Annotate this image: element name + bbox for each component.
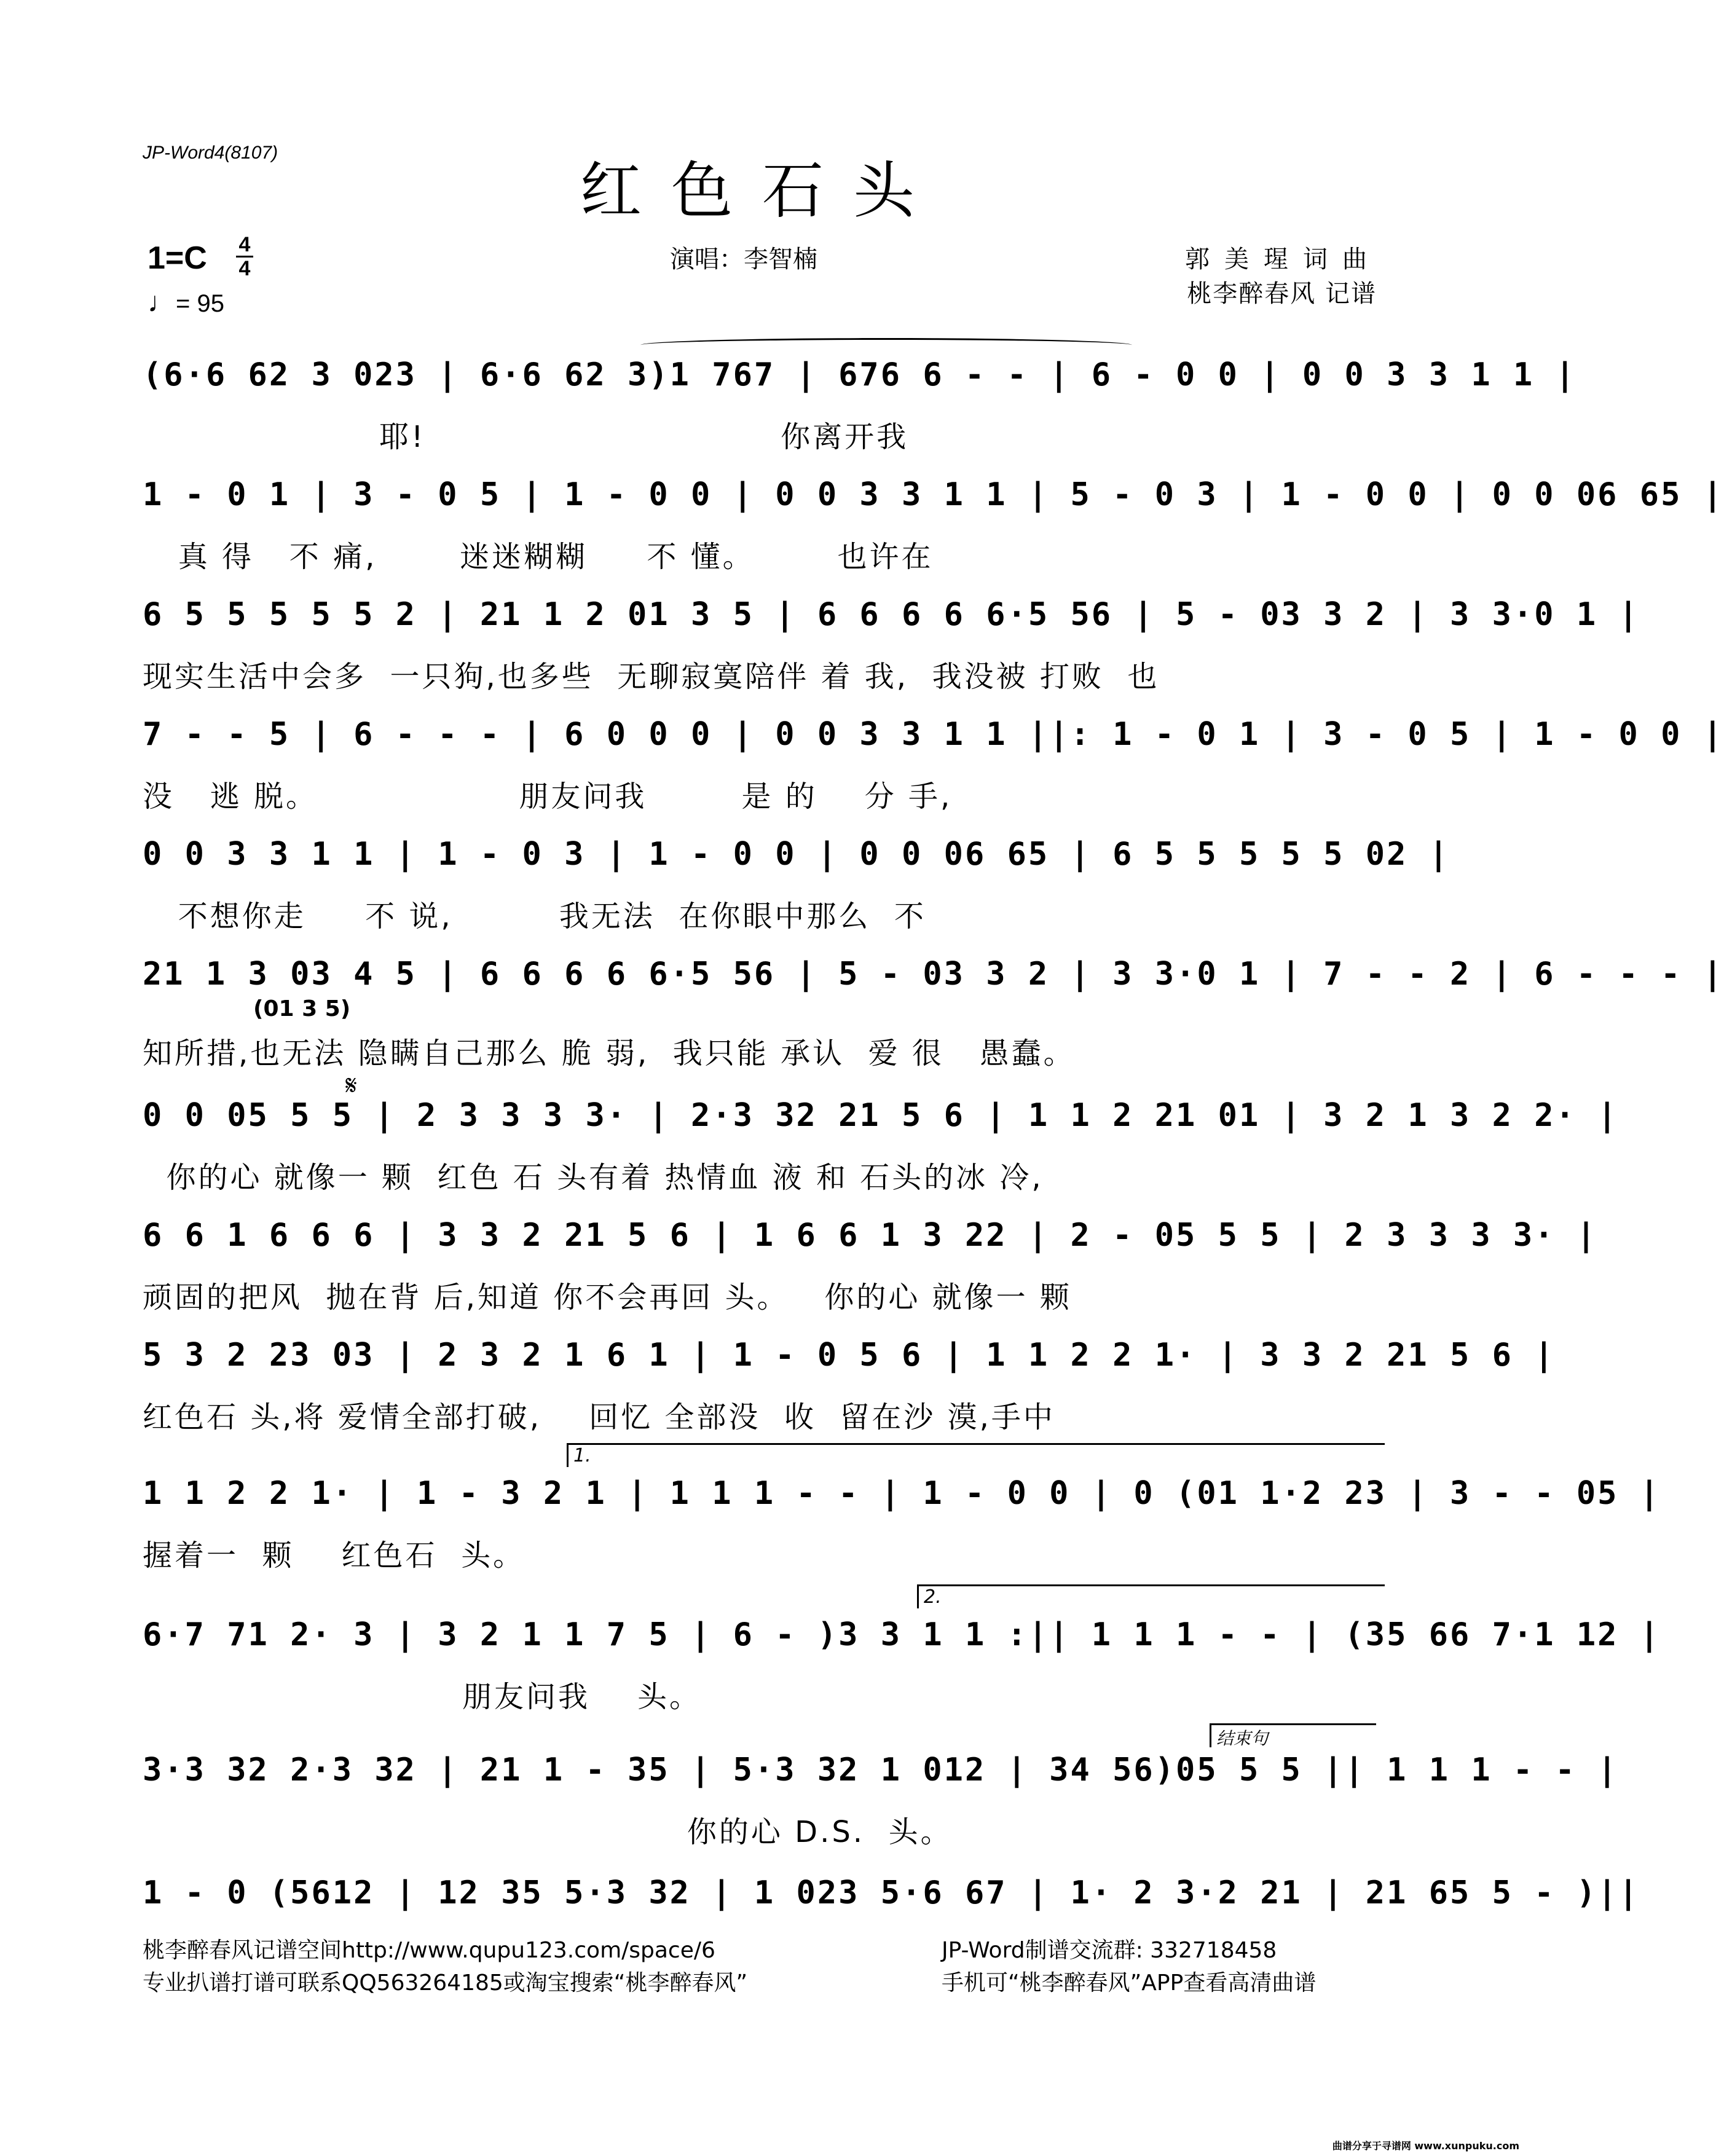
notation-line: 6 5 5 5 5 5 2 | 21 1 2 01 3 5 | 6 6 6 6 6·5 56 | 5 - 03 3 2 | 3 3·0 1 |: [143, 596, 1640, 633]
notation-line: 7 - - 5 | 6 - - - | 6 0 0 0 | 0 0 3 3 1 1 ||: 1 - 0 1 | 3 - 0 5 | 1 - 0 0 |: [143, 716, 1724, 753]
segno-icon: 𝄋: [345, 1070, 357, 1101]
slur-mark: [640, 338, 1132, 352]
watermark-text: 曲谱分享于寻谱网 www.xunpuku.com: [1332, 2140, 1519, 2152]
singer-credit: 演唱：李智楠: [670, 245, 817, 273]
transcriber-credit: 桃李醉春风 记谱: [1187, 280, 1377, 308]
score-line-3: [143, 596, 1640, 701]
score-line-7: [143, 1070, 1619, 1202]
lyric-line: 耶! 你离开我: [143, 420, 909, 454]
score-line-5: [143, 836, 1450, 940]
footer-link-text: 桃李醉春风记谱空间http://www.qupu123.com/space/6: [143, 1938, 715, 1963]
lyric-line: 知所措,也无法 隐瞒自己那么 脆 弱, 我只能 承认 爱 很 愚蠢。: [143, 1036, 1076, 1071]
notation-line: 1 - 0 (5612 | 12 35 5·3 32 | 1 023 5·6 67 | 1· 2 3·2 21 | 21 65 5 - )||: [143, 1875, 1640, 1911]
alternate-notes: (01 3 5): [253, 996, 351, 1021]
notation-line: 3·3 32 2·3 32 | 21 1 - 35 | 5·3 32 1 012 | 34 56)05 5 5 || 1 1 1 - - |: [143, 1752, 1619, 1788]
notation-line: (6·6 62 3 023 | 6·6 62 3)1 767 | 676 6 - - | 6 - 0 0 | 0 0 3 3 1 1 |: [143, 356, 1576, 393]
score-line-10: [143, 1445, 1661, 1580]
notation-line: 21 1 3 03 4 5 | 6 6 6 6 6·5 56 | 5 - 03 3 2 | 3 3·0 1 | 7 - - 2 | 6 - - - |: [143, 956, 1724, 993]
quarter-note-icon: ♩: [148, 286, 176, 318]
lyric-line: 真 得 不 痛, 迷迷糊糊 不 懂。 也许在: [143, 540, 934, 574]
meter-bottom: 4: [238, 257, 251, 280]
score-line-1: [143, 356, 1576, 461]
tempo-mark: [148, 285, 224, 318]
lyric-line: 朋友问我 头。: [143, 1680, 701, 1714]
lyric-line: 没 逃 脱。 朋友问我 是 的 分 手,: [143, 779, 953, 814]
notation-line: 6·7 71 2· 3 | 3 2 1 1 7 5 | 6 - )3 3 1 1 :|| 1 1 1 - - | (35 66 7·1 12 |: [143, 1616, 1661, 1653]
score-line-9: [143, 1337, 1556, 1441]
lyric-line: 握着一 颗 红色石 头。: [143, 1538, 525, 1573]
notation-line: 1 - 0 1 | 3 - 0 5 | 1 - 0 0 | 0 0 3 3 1 1 | 5 - 0 3 | 1 - 0 0 | 0 0 06 65 |: [143, 476, 1724, 513]
time-signature: [236, 234, 253, 280]
notation-line: 5 3 2 23 03 | 2 3 2 1 6 1 | 1 - 0 5 6 | 1 1 2 2 1· | 3 3 2 21 5 6 |: [143, 1337, 1556, 1374]
key-signature: 1=C: [148, 240, 207, 276]
notation-line: 0 0 3 3 1 1 | 1 - 0 3 | 1 - 0 0 | 0 0 06 65 | 6 5 5 5 5 5 02 |: [143, 836, 1450, 873]
tempo-value: = 95: [176, 290, 224, 317]
footer-group-text: JP-Word制谱交流群: 332718458: [942, 1938, 1277, 1963]
footer-contact-text: 专业扒谱打谱可联系QQ563264185或淘宝搜索“桃李醉春风”: [143, 1970, 748, 1996]
lyric-line: 你的心 D.S. 头。: [143, 1815, 953, 1849]
score-line-2: [143, 476, 1724, 581]
score-line-6: [143, 956, 1724, 1079]
score-line-4: [143, 716, 1724, 820]
lyric-line: 现实生活中会多 一只狗,也多些 无聊寂寞陪伴 着 我, 我没被 打败 也: [143, 659, 1160, 694]
volta-2: 2.: [917, 1584, 1385, 1608]
song-title: 红色石头: [580, 155, 944, 227]
software-label: JP-Word4(8107): [143, 143, 278, 163]
score-line-12: [143, 1728, 1619, 1856]
score-line-13: [143, 1875, 1640, 1930]
volta-1: 1.: [567, 1443, 1385, 1467]
lyric-line: 顽固的把风 抛在背 后,知道 你不会再回 头。 你的心 就像一 颗: [143, 1280, 1072, 1315]
notation-line: 6 6 1 6 6 6 | 3 3 2 21 5 6 | 1 6 6 1 3 22 | 2 - 05 5 5 | 2 3 3 3 3· |: [143, 1217, 1598, 1254]
lyricist-composer-credit: 郭美瑆词曲: [1185, 245, 1382, 273]
notation-line: 0 0 05 5 5 | 2 3 3 3 3· | 2·3 32 21 5 6 | 1 1 2 21 01 | 3 2 1 3 2 2· |: [143, 1097, 1619, 1134]
lyric-line: 你的心 就像一 颗 红色 石 头有着 热情血 液 和 石头的冰 冷,: [143, 1160, 1044, 1195]
lyric-line: 红色石 头,将 爱情全部打破, 回忆 全部没 收 留在沙 漠,手中: [143, 1400, 1055, 1434]
score-line-11: [143, 1586, 1661, 1721]
notation-line: 1 1 2 2 1· | 1 - 3 2 1 | 1 1 1 - - | 1 - 0 0 | 0 (01 1·2 23 | 3 - - 05 |: [143, 1475, 1661, 1512]
ending-label: 结束句: [1210, 1723, 1376, 1747]
meter-top: 4: [238, 233, 251, 256]
score-line-8: [143, 1217, 1598, 1321]
footer-app-text: 手机可“桃李醉春风”APP查看高清曲谱: [942, 1970, 1317, 1996]
lyric-line: 不想你走 不 说, 我无法 在你眼中那么 不: [143, 899, 926, 934]
